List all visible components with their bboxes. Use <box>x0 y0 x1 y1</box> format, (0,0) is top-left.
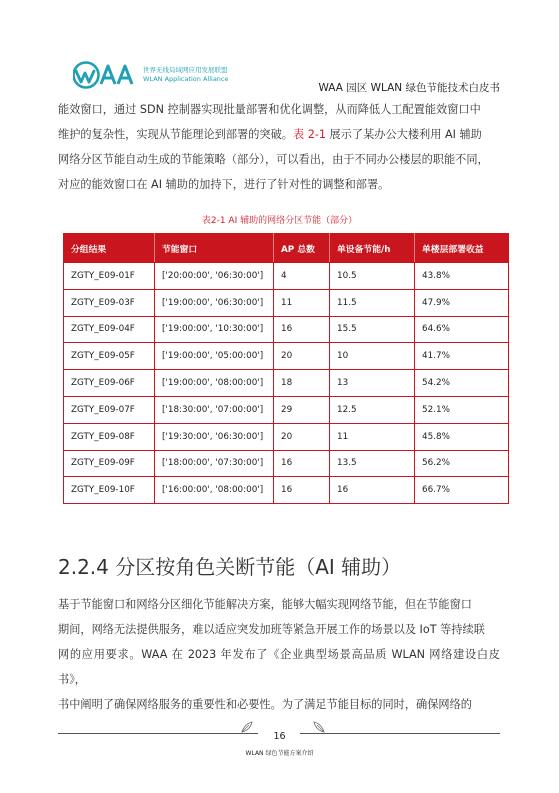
table-cell: 11.5 <box>330 289 415 316</box>
column-header: 分组结果 <box>64 234 155 263</box>
section-paragraph <box>58 592 500 717</box>
table-cell: ['19:00:00', '08:00:00'] <box>155 370 274 397</box>
table-row <box>64 423 509 450</box>
intro-paragraph <box>58 97 500 197</box>
table-reference-link[interactable]: 表 2-1 <box>292 128 326 141</box>
table-cell: 29 <box>274 396 330 423</box>
document-title: WAA 园区 WLAN 绿色节能技术白皮书 <box>318 82 500 94</box>
table-cell: 66.7% <box>415 477 509 504</box>
column-header: AP 总数 <box>274 234 330 263</box>
table-cell: 16 <box>330 477 415 504</box>
table-cell: 47.9% <box>415 289 509 316</box>
table-cell: 56.2% <box>415 450 509 477</box>
table-cell: 41.7% <box>415 343 509 370</box>
table-row <box>64 289 509 316</box>
intro-line: 对应的能效窗口在 AI 辅助的加持下，进行了针对性的调整和部署。 <box>58 178 390 191</box>
table-cell: 10.5 <box>330 263 415 290</box>
logo-text <box>143 66 229 84</box>
energy-saving-table <box>63 233 509 504</box>
table-cell: 10 <box>330 343 415 370</box>
section-line: 网的应用要求。WAA 在 2023 年发布了《企业典型场景高品质 WLAN 网络建设白皮书》， <box>58 648 500 686</box>
table-cell: ZGTY_E09-06F <box>64 370 155 397</box>
table-cell: ['19:00:00', '06:30:00'] <box>155 289 274 316</box>
table-cell: ZGTY_E09-08F <box>64 423 155 450</box>
table-row <box>64 450 509 477</box>
table-cell: 4 <box>274 263 330 290</box>
table-cell: 20 <box>274 343 330 370</box>
table-cell: ZGTY_E09-01F <box>64 263 155 290</box>
intro-line: 维护的复杂性，实现从节能理论到部署的突破。表 2-1 展示了某办公大楼利用 AI 辅助 <box>58 128 482 141</box>
table-cell: ['20:00:00', '06:30:00'] <box>155 263 274 290</box>
table-cell: ZGTY_E09-04F <box>64 316 155 343</box>
page-number: 16 <box>273 731 286 742</box>
table-cell: ZGTY_E09-05F <box>64 343 155 370</box>
column-header: 单楼层部署收益 <box>415 234 509 263</box>
table-cell: ZGTY_E09-07F <box>64 396 155 423</box>
footer-chapter-title: WLAN 绿色节能方案介绍 <box>245 750 314 757</box>
table-row <box>64 396 509 423</box>
table-cell: ZGTY_E09-03F <box>64 289 155 316</box>
table-cell: ZGTY_E09-10F <box>64 477 155 504</box>
table-cell: 12.5 <box>330 396 415 423</box>
section-line: 书中阐明了确保网络服务的重要性和必要性。为了满足节能目标的同时，确保网络的 <box>58 698 472 711</box>
column-header: 单设备节能/h <box>330 234 415 263</box>
table-cell: 52.1% <box>415 396 509 423</box>
table-cell: ['16:00:00', '08:00:00'] <box>155 477 274 504</box>
table-cell: 16 <box>274 450 330 477</box>
table-header-row <box>64 234 509 263</box>
table-cell: 64.6% <box>415 316 509 343</box>
table-cell: ZGTY_E09-09F <box>64 450 155 477</box>
table-cell: 16 <box>274 316 330 343</box>
org-name-cn: 世界无线局域网应用发展联盟 <box>143 66 228 74</box>
table-cell: 43.8% <box>415 263 509 290</box>
table-cell: ['19:30:00', '06:30:00'] <box>155 423 274 450</box>
table-cell: ['18:30:00', '07:00:00'] <box>155 396 274 423</box>
column-header: 节能窗口 <box>155 234 274 263</box>
table-cell: 13 <box>330 370 415 397</box>
table-cell: 18 <box>274 370 330 397</box>
table-cell: 16 <box>274 477 330 504</box>
table-cell: ['19:00:00', '10:30:00'] <box>155 316 274 343</box>
intro-line: 能效窗口，通过 SDN 控制器实现批量部署和优化调整，从而降低人工配置能效窗口中 <box>58 103 481 116</box>
table-cell: 45.8% <box>415 423 509 450</box>
waa-logo <box>73 60 141 90</box>
table-cell: 11 <box>274 289 330 316</box>
table-row <box>64 343 509 370</box>
table-row <box>64 316 509 343</box>
table-caption: 表2-1 AI 辅助的网络分区节能（部分） <box>201 216 358 226</box>
section-line: 期间，网络无法提供服务，难以适应突发加班等紧急开展工作的场景以及 IoT 等持续联 <box>58 623 485 636</box>
table-cell: 20 <box>274 423 330 450</box>
table-cell: 13.5 <box>330 450 415 477</box>
section-heading: 2.2.4 分区按角色关断节能（AI 辅助） <box>58 555 402 579</box>
table-cell: ['18:00:00', '07:30:00'] <box>155 450 274 477</box>
table-cell: 11 <box>330 423 415 450</box>
table-body <box>64 263 509 504</box>
intro-line: 网络分区节能自动生成的节能策略（部分），可以看出，由于不同办公楼层的职能不同， <box>58 153 489 166</box>
table-row <box>64 477 509 504</box>
table-cell: 54.2% <box>415 370 509 397</box>
table-row <box>64 370 509 397</box>
table-row <box>64 263 509 290</box>
table-cell: ['19:00:00', '05:00:00'] <box>155 343 274 370</box>
org-name-en: WLAN Application Alliance <box>143 75 229 83</box>
section-line: 基于节能窗口和网络分区细化节能解决方案，能够大幅实现网络节能，但在节能窗口 <box>58 598 472 611</box>
table-cell: 15.5 <box>330 316 415 343</box>
